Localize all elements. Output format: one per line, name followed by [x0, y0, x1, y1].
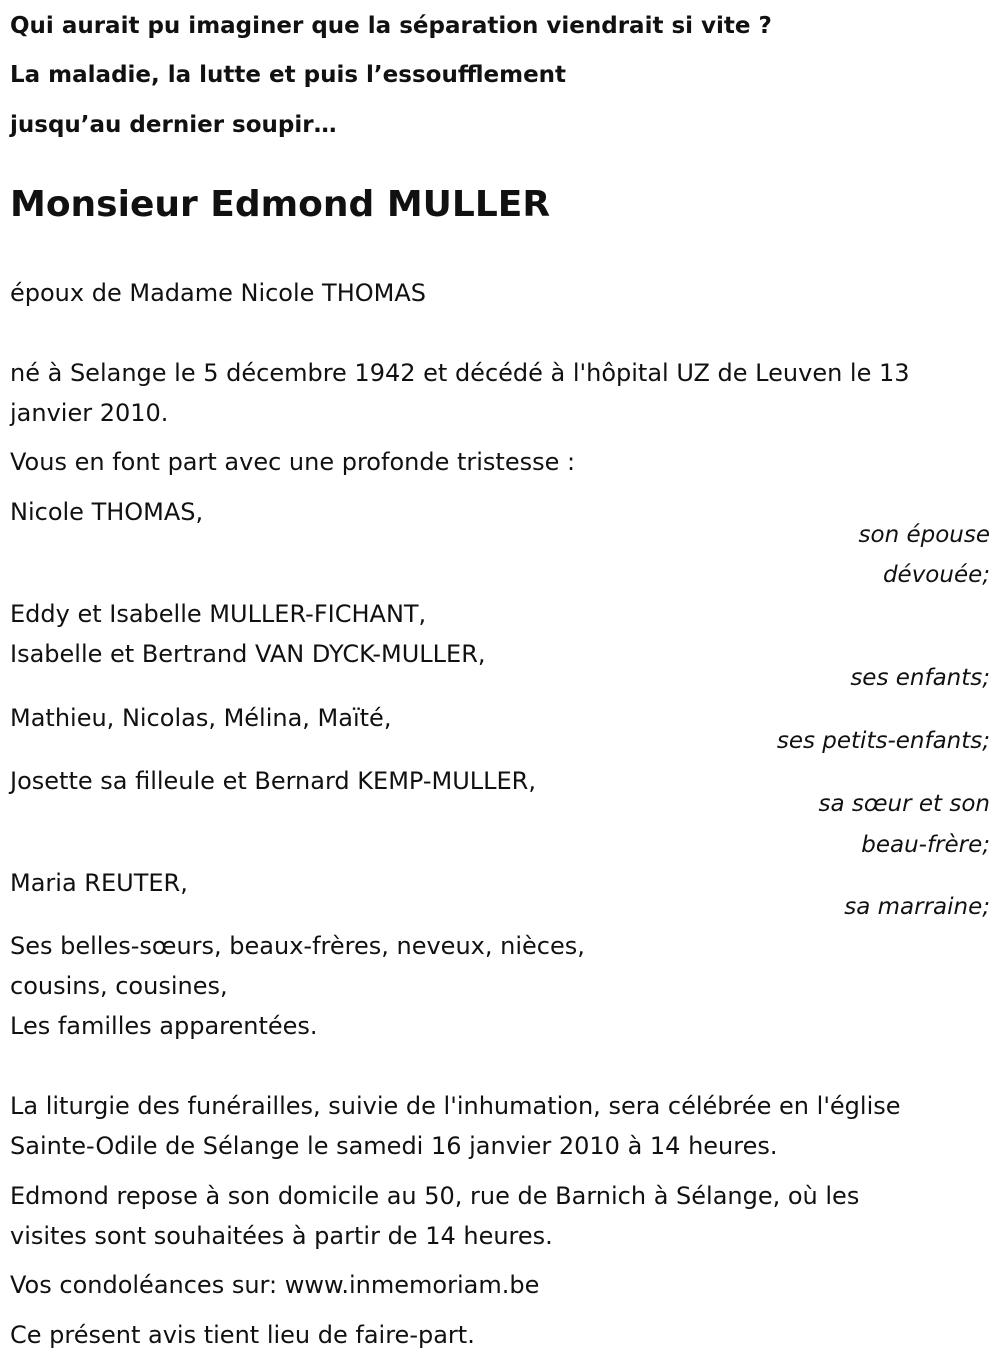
grandchildren-role: ses petits-enfants; — [776, 728, 990, 754]
children-line-1: Eddy et Isabelle MULLER-FICHANT, — [10, 600, 427, 628]
godmother-line: Maria REUTER, — [10, 869, 188, 897]
condolences-line: Vos condoléances sur: www.inmemoriam.be — [10, 1271, 540, 1299]
announcement: Vous en font part avec une profonde tristesse : — [10, 448, 576, 476]
others-line-3: Les familles apparentées. — [10, 1012, 318, 1040]
spouse-role-2: dévouée; — [882, 562, 990, 588]
birth-death-line-2: janvier 2010. — [10, 399, 169, 427]
visitation-line-1: Edmond repose à son domicile au 50, rue de Barnich à Sélange, où les — [10, 1182, 860, 1210]
sister-role-1: sa sœur et son — [818, 791, 990, 817]
intro-line-3: jusqu’au dernier soupir… — [10, 112, 337, 138]
spouse-name: Nicole THOMAS, — [10, 498, 204, 526]
visitation-line-2: visites sont souhaitées à partir de 14 heures. — [10, 1222, 553, 1250]
funeral-line-1: La liturgie des funérailles, suivie de l'inhumation, sera célébrée en l'église — [10, 1092, 901, 1120]
sister-line: Josette sa filleule et Bernard KEMP-MULLER, — [10, 767, 536, 795]
closing-line: Ce présent avis tient lieu de faire-part. — [10, 1321, 475, 1349]
intro-line-1: Qui aurait pu imaginer que la séparation viendrait si vite ? — [10, 13, 772, 39]
birth-death-line-1: né à Selange le 5 décembre 1942 et décédé à l'hôpital UZ de Leuven le 13 — [10, 359, 910, 387]
grandchildren: Mathieu, Nicolas, Mélina, Maïté, — [10, 704, 392, 732]
children-role: ses enfants; — [850, 665, 990, 691]
deceased-name: Monsieur Edmond MULLER — [10, 184, 551, 225]
sister-role-2: beau-frère; — [861, 832, 990, 858]
funeral-line-2: Sainte-Odile de Sélange le samedi 16 janvier 2010 à 14 heures. — [10, 1132, 778, 1160]
godmother-role: sa marraine; — [844, 894, 990, 920]
others-line-2: cousins, cousines, — [10, 972, 228, 1000]
spouse-role-1: son épouse — [858, 522, 990, 548]
intro-line-2: La maladie, la lutte et puis l’essoufflement — [10, 62, 567, 88]
children-line-2: Isabelle et Bertrand VAN DYCK-MULLER, — [10, 640, 486, 668]
spouse-line: époux de Madame Nicole THOMAS — [10, 279, 427, 307]
others-line-1: Ses belles-sœurs, beaux-frères, neveux, nièces, — [10, 932, 585, 960]
